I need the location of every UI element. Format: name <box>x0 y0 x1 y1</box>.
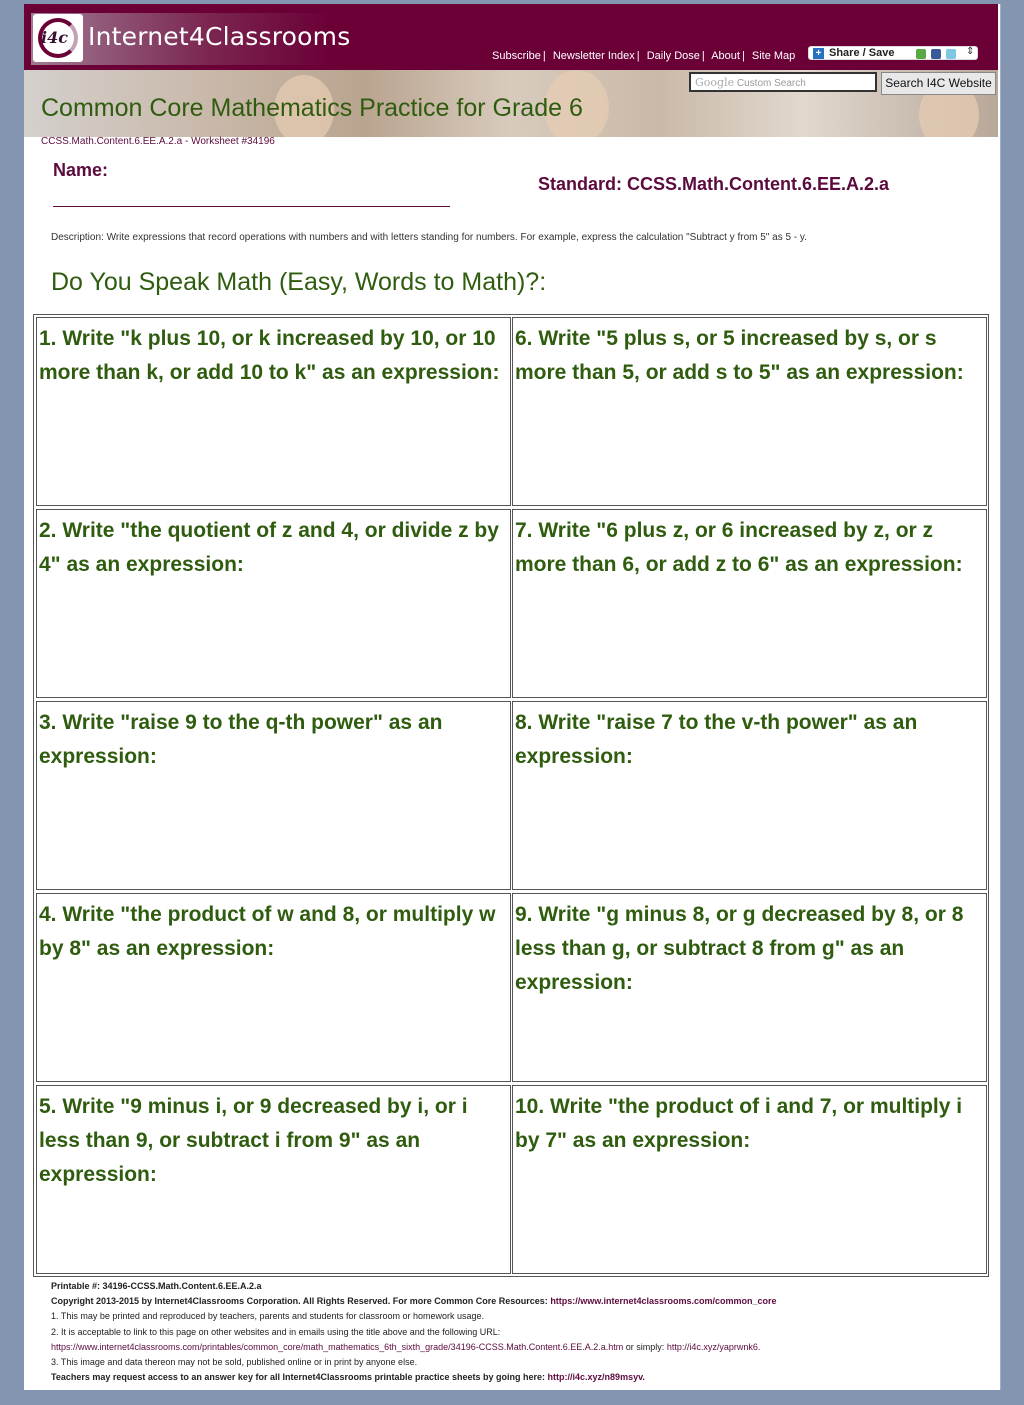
nav-link-about[interactable]: About <box>711 50 740 62</box>
question-text: 3. Write "raise 9 to the q-th power" as an expression: <box>39 711 443 768</box>
site-header <box>24 4 998 70</box>
description: Description: Write expressions that record operations with numbers and with letters standing for numbers. For example, express the calculation "Subtract y from 5" as 5 - y. <box>51 232 807 243</box>
question-text: 8. Write "raise 7 to the v-th power" as an expression: <box>515 711 918 768</box>
common-core-link[interactable]: https://www.internet4classrooms.com/common_core <box>550 1296 777 1307</box>
nav-separator: | <box>701 50 705 62</box>
question-cell <box>36 317 511 506</box>
question-text: 2. Write "the quotient of z and 4, or divide z by 4" as an expression: <box>39 519 499 576</box>
question-text: 7. Write "6 plus z, or 6 increased by z, or z more than 6, or add z to 6" as an expression: <box>515 519 963 576</box>
search-brand: Google <box>695 76 735 89</box>
search-button[interactable]: Search I4C Website <box>881 72 996 95</box>
answer-key-text: Teachers may request access to an answer key for all Internet4Classrooms printable practice sheets by going here: <box>51 1372 546 1383</box>
page-url-link[interactable]: https://www.internet4classrooms.com/printables/common_core/math_mathematics_6th_sixth_grade/34196-CCSS.Math.Content.6.EE.A.2.a.htm <box>51 1341 624 1352</box>
question-text: 5. Write "9 minus i, or 9 decreased by i, or i less than 9, or subtract i from 9" as an expression: <box>39 1095 468 1186</box>
logo-text: Internet4Classrooms <box>88 22 351 51</box>
short-url-link[interactable]: http://i4c.xyz/yaprwnk6. <box>666 1341 761 1352</box>
page <box>24 4 1001 1390</box>
usage-note-3: 3. This image and data thereon may not be sold, published online or in print by anyone else. <box>51 1357 418 1368</box>
nav-link-site-map[interactable]: Site Map <box>751 50 796 62</box>
nav-separator: | <box>542 50 546 62</box>
name-line <box>53 206 450 207</box>
question-text: 1. Write "k plus 10, or k increased by 10, or 10 more than k, or add 10 to k" as an expression: <box>39 327 500 384</box>
nav-link-daily-dose[interactable]: Daily Dose <box>646 50 700 62</box>
plus-icon: + <box>813 48 824 59</box>
question-cell <box>512 509 987 698</box>
answer-key-note <box>51 1370 981 1385</box>
question-cell <box>512 701 987 890</box>
printable-number: Printable #: 34196-CCSS.Math.Content.6.EE.A.2.a <box>51 1281 262 1291</box>
url-line <box>51 1340 981 1355</box>
logo-badge-text: i4c <box>41 28 68 47</box>
question-cell <box>36 893 511 1082</box>
page-title: Common Core Mathematics Practice for Grade 6 <box>41 94 583 122</box>
copyright-text: Copyright 2013-2015 by Internet4Classrooms Corporation. All Rights Reserved. For more Common Core Resources: <box>51 1296 548 1307</box>
answer-key-link[interactable]: http://i4c.xyz/n89msyv. <box>547 1372 645 1383</box>
worksheet-title: Do You Speak Math (Easy, Words to Math)?: <box>51 268 547 296</box>
question-cell <box>36 701 511 890</box>
name-label: Name: <box>53 160 109 180</box>
breadcrumb[interactable]: CCSS.Math.Content.6.EE.A.2.a - Worksheet #34196 <box>41 136 275 147</box>
facebook-share-icon[interactable] <box>931 49 941 59</box>
copyright <box>51 1294 981 1309</box>
usage-note-1: 1. This may be printed and reproduced by teachers, parents and students for classroom or homework usage. <box>51 1311 485 1322</box>
question-cell <box>36 1085 511 1274</box>
footer <box>51 1279 981 1385</box>
email-share-icon[interactable] <box>916 49 926 59</box>
question-cell <box>512 317 987 506</box>
or-simply-text: or simply: <box>625 1341 665 1352</box>
logo-badge <box>33 14 83 62</box>
question-cell <box>512 893 987 1082</box>
nav-link-subscribe[interactable]: Subscribe <box>492 50 541 62</box>
share-label: Share / Save <box>829 47 895 59</box>
twitter-share-icon[interactable] <box>946 49 956 59</box>
standard-label: Standard: CCSS.Math.Content.6.EE.A.2.a <box>538 174 890 194</box>
question-grid <box>33 314 989 1277</box>
nav-separator: | <box>636 50 640 62</box>
nav-separator: | <box>741 50 745 62</box>
share-save-button[interactable] <box>808 46 978 60</box>
search-input[interactable] <box>689 72 877 92</box>
usage-note-2: 2. It is acceptable to link to this page on other websites and in emails using the title above and the following URL: <box>51 1326 501 1337</box>
nav-link-newsletter-index[interactable]: Newsletter Index <box>552 50 635 62</box>
chevron-updown-icon[interactable]: ⇕ <box>966 46 975 57</box>
site-logo[interactable] <box>31 13 351 65</box>
question-text: 6. Write "5 plus s, or 5 increased by s, or s more than 5, or add s to 5" as an expression: <box>515 327 964 384</box>
question-text: 10. Write "the product of i and 7, or multiply i by 7" as an expression: <box>515 1095 963 1152</box>
question-cell <box>512 1085 987 1274</box>
top-nav <box>492 50 795 62</box>
banner <box>24 70 998 137</box>
question-cell <box>36 509 511 698</box>
question-text: 9. Write "g minus 8, or g decreased by 8, or 8 less than g, or subtract 8 from g" as an expression: <box>515 903 964 994</box>
search-placeholder: Custom Search <box>736 78 806 89</box>
question-text: 4. Write "the product of w and 8, or multiply w by 8" as an expression: <box>39 903 496 960</box>
